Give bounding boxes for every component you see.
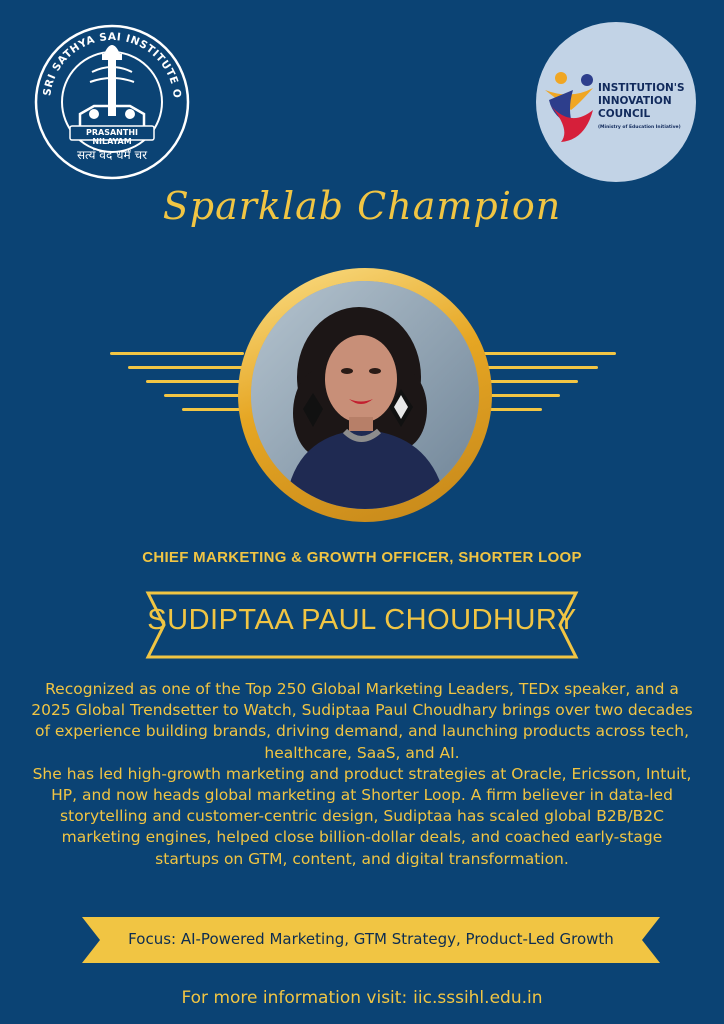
iic-mark-icon [541, 70, 599, 154]
seal-banner-text: PRASANTHI NILAYAM [86, 128, 138, 146]
seal-motto-text: सत्यं वद धर्मं चर [76, 148, 148, 162]
institute-seal-logo [32, 22, 192, 182]
svg-text:SRI SATHYA SAI INSTITUTE OF HI: SRI SATHYA SAI INSTITUTE O [41, 30, 184, 100]
iic-subtitle: (Ministry of Education Initiative) [598, 125, 681, 130]
portrait-photo [251, 281, 479, 509]
footer-label: For more information visit: [181, 988, 408, 1008]
iic-badge-logo [536, 22, 696, 182]
footer-info [0, 988, 724, 1008]
role-title: CHIEF MARKETING & GROWTH OFFICER, SHORTER LOOP [142, 549, 582, 566]
iic-line-1: INSTITUTION'S [598, 82, 685, 94]
bio-paragraph-1: Recognized as one of the Top 250 Global Marketing Leaders, TEDx speaker, and a 2025 Global Trendsetter to Watch, Sudiptaa Paul Choudhary brings over two decades of experience building brands, driving demand, and launching products across tech, healthcare, SaaS, and AI. [31, 680, 693, 762]
iic-line-2: INNOVATION [598, 95, 672, 107]
focus-text: Focus: AI-Powered Marketing, GTM Strategy, Product-Led Growth [128, 930, 614, 948]
footer-url-link[interactable]: iic.sssihl.edu.in [413, 988, 543, 1008]
speaker-name: SUDIPTAA PAUL CHOUDHURY [147, 604, 577, 636]
page-title: Sparklab Champion [162, 184, 562, 228]
bio-text [28, 679, 696, 870]
iic-line-3: COUNCIL [598, 108, 651, 120]
bio-paragraph-2: She has led high-growth marketing and product strategies at Oracle, Ericsson, Intuit, HP, and now heads global marketing at Shorter Loop. A firm believer in data-led storytelling and customer-centric design, Sudiptaa has scaled global B2B/B2C marketing engines, helped close billion-dollar deals, and coached early-stage startups on GTM, content, and digital transformation. [32, 764, 692, 868]
